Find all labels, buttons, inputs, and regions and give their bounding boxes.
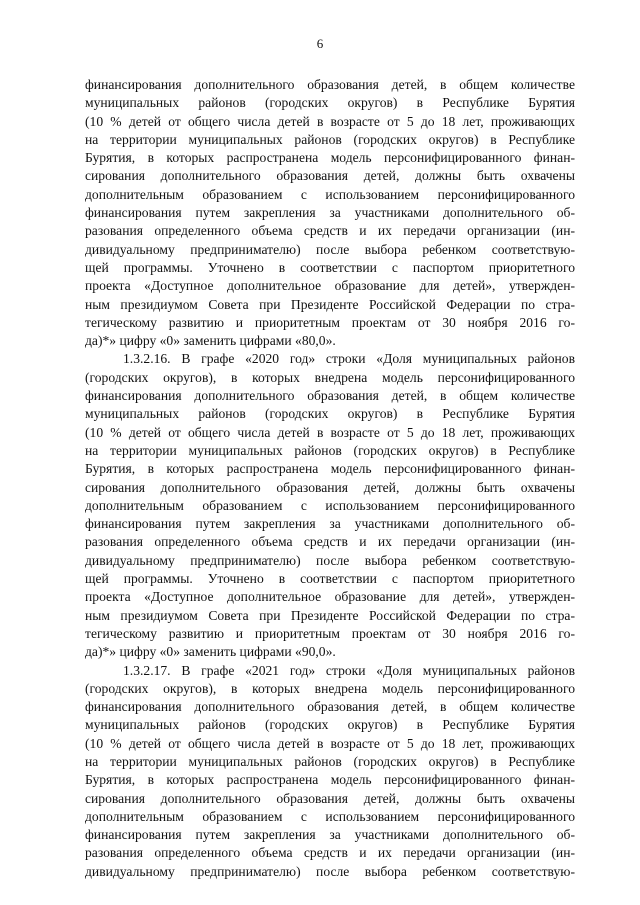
text-line: дивидуальному предпринимателю) после выбора ребенком соответствую- <box>85 241 575 257</box>
text-line: (городских округов), в которых внедрена модель персонифицированного <box>85 369 575 385</box>
text-line: проекта «Доступное дополнительное образование для детей», утвержден- <box>85 278 575 294</box>
text-line: дивидуальному предпринимателю) после выбора ребенком соответствую- <box>85 863 575 879</box>
text-line: Бурятия, в которых распространена модель персонифицированного финан- <box>85 150 575 166</box>
text-line: тегическому развитию и приоритетным проектам от 30 ноября 2016 го- <box>85 314 575 330</box>
page-number: 6 <box>316 36 324 51</box>
text-line: на территории муниципальных районов (городских округов) в Республике <box>85 442 575 458</box>
text-line: сирования дополнительного образования детей, должны быть охвачены <box>85 790 575 806</box>
text-line: на территории муниципальных районов (городских округов) в Республике <box>85 753 575 769</box>
text-line: муниципальных районов (городских округов) в Республике Бурятия <box>85 717 575 733</box>
text-line: щей программы. Уточнено в соответствии с паспортом приоритетного <box>85 259 575 275</box>
text-line: (10 % детей от общего числа детей в возрасте от 5 до 18 лет, проживающих <box>85 735 575 751</box>
paragraph-first-line: 1.3.2.17. В графе «2021 год» строки «Доля муниципальных районов <box>123 662 575 678</box>
text-line: (городских округов), в которых внедрена модель персонифицированного <box>85 680 575 696</box>
text-line: дополнительным образованием с использованием персонифицированного <box>85 497 575 513</box>
text-line: дополнительным образованием с использованием персонифицированного <box>85 808 575 824</box>
text-line: Бурятия, в которых распространена модель персонифицированного финан- <box>85 461 575 477</box>
text-line: разования определенного объема средств и их передачи организации (ин- <box>85 534 575 550</box>
text-line: сирования дополнительного образования детей, должны быть охвачены <box>85 168 575 184</box>
text-line: да)*» цифру «0» заменить цифрами «90,0». <box>85 644 336 660</box>
text-line: дополнительным образованием с использованием персонифицированного <box>85 186 575 202</box>
text-line: финансирования дополнительного образования детей, в общем количестве <box>85 77 575 92</box>
text-line: финансирования путем закрепления за участниками дополнительного об- <box>85 205 575 221</box>
text-line: проекта «Доступное дополнительное образование для детей», утвержден- <box>85 589 575 605</box>
text-line: финансирования путем закрепления за участниками дополнительного об- <box>85 827 575 843</box>
text-line: да)*» цифру «0» заменить цифрами «80,0». <box>85 333 336 349</box>
text-line: дивидуальному предпринимателю) после выбора ребенком соответствую- <box>85 552 575 568</box>
text-line: на территории муниципальных районов (городских округов) в Республике <box>85 131 575 147</box>
text-line: муниципальных районов (городских округов) в Республике Бурятия <box>85 406 575 422</box>
text-line: (10 % детей от общего числа детей в возрасте от 5 до 18 лет, проживающих <box>85 424 575 440</box>
text-line: сирования дополнительного образования детей, должны быть охвачены <box>85 479 575 495</box>
text-line: ным президиумом Совета при Президенте Российской Федерации по стра- <box>85 296 575 312</box>
text-line: разования определенного объема средств и их передачи организации (ин- <box>85 223 575 239</box>
text-line: ным президиумом Совета при Президенте Российской Федерации по стра- <box>85 607 575 623</box>
text-line: финансирования путем закрепления за участниками дополнительного об- <box>85 516 575 532</box>
text-line: финансирования дополнительного образования детей, в общем количестве <box>85 388 575 404</box>
document-body <box>85 76 575 881</box>
text-line: финансирования дополнительного образования детей, в общем количестве <box>85 699 575 715</box>
text-line: щей программы. Уточнено в соответствии с паспортом приоритетного <box>85 571 575 587</box>
text-line: тегическому развитию и приоритетным проектам от 30 ноября 2016 го- <box>85 625 575 641</box>
text-line: муниципальных районов (городских округов) в Республике Бурятия <box>85 95 575 111</box>
text-line: Бурятия, в которых распространена модель персонифицированного финан- <box>85 772 575 788</box>
paragraph-first-line: 1.3.2.16. В графе «2020 год» строки «Доля муниципальных районов <box>123 351 575 367</box>
text-line: (10 % детей от общего числа детей в возрасте от 5 до 18 лет, проживающих <box>85 113 575 129</box>
text-line: разования определенного объема средств и их передачи организации (ин- <box>85 845 575 861</box>
